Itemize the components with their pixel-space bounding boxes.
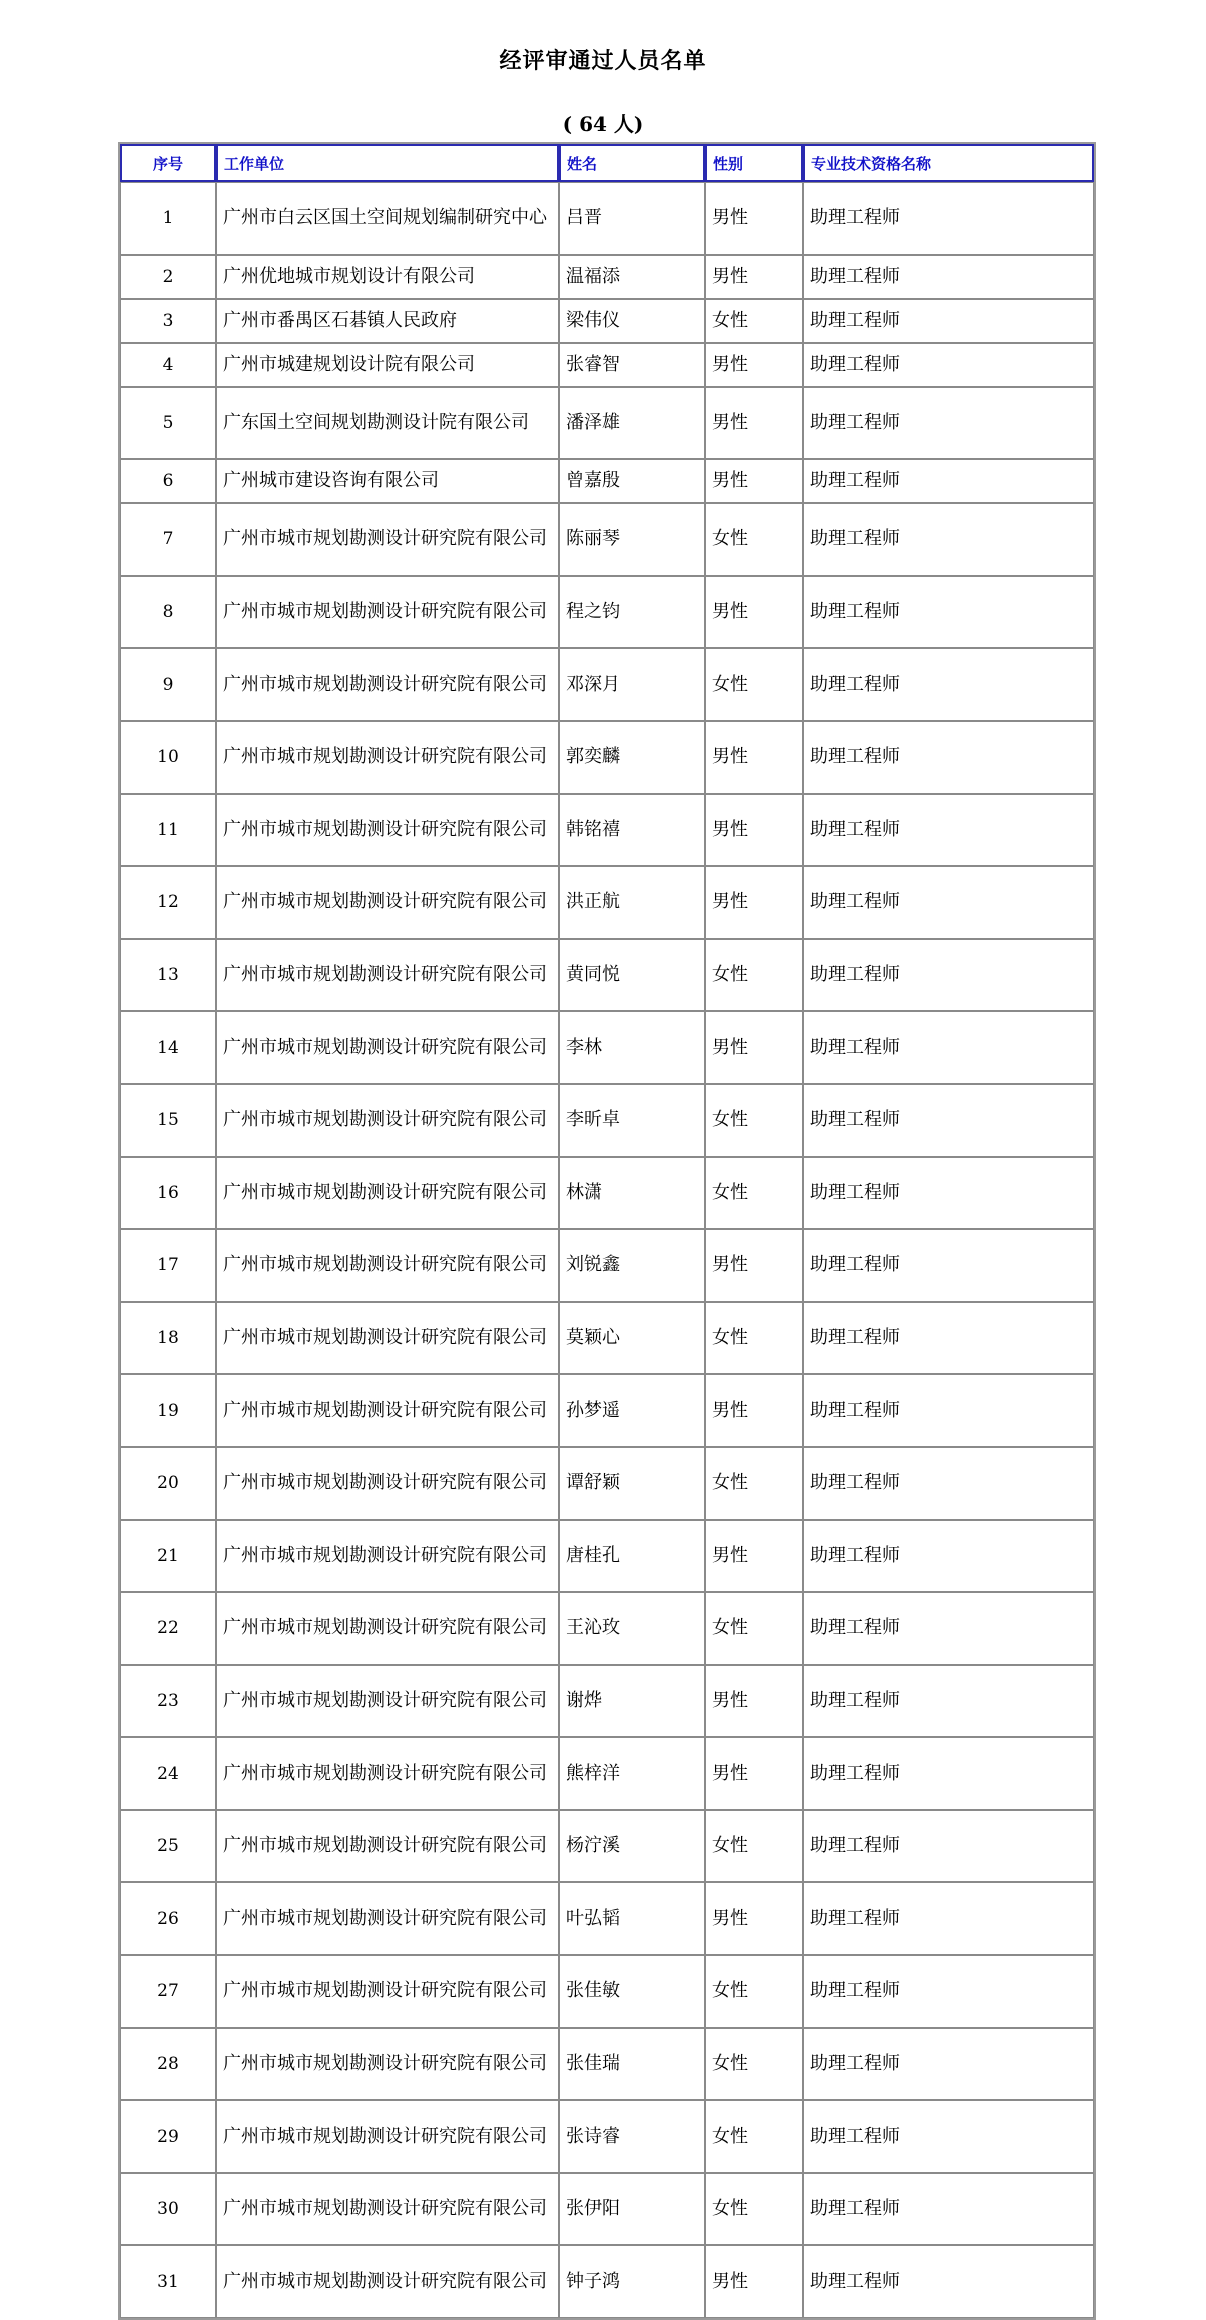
cell-unit: 广州市城市规划勘测设计研究院有限公司 bbox=[216, 2028, 559, 2101]
header-title: 专业技术资格名称 bbox=[803, 144, 1094, 182]
cell-title: 助理工程师 bbox=[803, 1737, 1094, 1810]
cell-no: 14 bbox=[120, 1011, 216, 1084]
cell-unit: 广州市城市规划勘测设计研究院有限公司 bbox=[216, 1229, 559, 1302]
table-row bbox=[120, 299, 1094, 343]
table-row bbox=[120, 2028, 1094, 2101]
cell-gender: 女性 bbox=[705, 1084, 803, 1157]
cell-name: 张佳瑞 bbox=[559, 2028, 705, 2101]
cell-title: 助理工程师 bbox=[803, 1011, 1094, 1084]
table-row bbox=[120, 1592, 1094, 1665]
cell-title: 助理工程师 bbox=[803, 1520, 1094, 1593]
table-row bbox=[120, 2245, 1094, 2318]
cell-gender: 男性 bbox=[705, 1011, 803, 1084]
cell-no: 4 bbox=[120, 343, 216, 387]
cell-gender: 女性 bbox=[705, 1302, 803, 1375]
cell-gender: 女性 bbox=[705, 2028, 803, 2101]
cell-name: 谭舒颖 bbox=[559, 1447, 705, 1520]
cell-title: 助理工程师 bbox=[803, 503, 1094, 576]
cell-unit: 广州市城市规划勘测设计研究院有限公司 bbox=[216, 576, 559, 649]
cell-unit: 广州市城市规划勘测设计研究院有限公司 bbox=[216, 1955, 559, 2028]
cell-gender: 女性 bbox=[705, 2173, 803, 2246]
table-body bbox=[120, 182, 1094, 2318]
header-unit: 工作单位 bbox=[216, 144, 559, 182]
cell-gender: 男性 bbox=[705, 182, 803, 255]
cell-name: 叶弘韬 bbox=[559, 1882, 705, 1955]
header-gender: 性别 bbox=[705, 144, 803, 182]
cell-name: 温福添 bbox=[559, 255, 705, 299]
cell-gender: 男性 bbox=[705, 576, 803, 649]
cell-gender: 女性 bbox=[705, 299, 803, 343]
cell-name: 谢烨 bbox=[559, 1665, 705, 1738]
header-no: 序号 bbox=[120, 144, 216, 182]
table-row bbox=[120, 1447, 1094, 1520]
cell-no: 12 bbox=[120, 866, 216, 939]
cell-no: 6 bbox=[120, 459, 216, 503]
cell-title: 助理工程师 bbox=[803, 2245, 1094, 2318]
table-row bbox=[120, 182, 1094, 255]
cell-title: 助理工程师 bbox=[803, 459, 1094, 503]
cell-gender: 女性 bbox=[705, 1157, 803, 1230]
cell-no: 8 bbox=[120, 576, 216, 649]
table-row bbox=[120, 1374, 1094, 1447]
cell-gender: 男性 bbox=[705, 387, 803, 460]
cell-unit: 广州市城市规划勘测设计研究院有限公司 bbox=[216, 1084, 559, 1157]
cell-unit: 广州市城市规划勘测设计研究院有限公司 bbox=[216, 2100, 559, 2173]
cell-name: 吕晋 bbox=[559, 182, 705, 255]
cell-no: 31 bbox=[120, 2245, 216, 2318]
cell-unit: 广州市城市规划勘测设计研究院有限公司 bbox=[216, 1374, 559, 1447]
roster-table bbox=[118, 142, 1096, 2320]
cell-no: 15 bbox=[120, 1084, 216, 1157]
cell-no: 17 bbox=[120, 1229, 216, 1302]
page-title: 经评审通过人员名单 bbox=[499, 49, 707, 74]
cell-no: 5 bbox=[120, 387, 216, 460]
cell-title: 助理工程师 bbox=[803, 2028, 1094, 2101]
cell-title: 助理工程师 bbox=[803, 1665, 1094, 1738]
cell-no: 29 bbox=[120, 2100, 216, 2173]
cell-unit: 广州市城市规划勘测设计研究院有限公司 bbox=[216, 1447, 559, 1520]
cell-title: 助理工程师 bbox=[803, 1374, 1094, 1447]
cell-name: 张佳敏 bbox=[559, 1955, 705, 2028]
cell-title: 助理工程师 bbox=[803, 387, 1094, 460]
cell-no: 26 bbox=[120, 1882, 216, 1955]
table-row bbox=[120, 503, 1094, 576]
cell-title: 助理工程师 bbox=[803, 343, 1094, 387]
cell-no: 7 bbox=[120, 503, 216, 576]
cell-no: 16 bbox=[120, 1157, 216, 1230]
cell-gender: 男性 bbox=[705, 1520, 803, 1593]
cell-no: 21 bbox=[120, 1520, 216, 1593]
cell-no: 2 bbox=[120, 255, 216, 299]
cell-unit: 广州城市建设咨询有限公司 bbox=[216, 459, 559, 503]
cell-unit: 广州市城市规划勘测设计研究院有限公司 bbox=[216, 1592, 559, 1665]
table-row bbox=[120, 2173, 1094, 2246]
cell-no: 13 bbox=[120, 939, 216, 1012]
cell-gender: 女性 bbox=[705, 1810, 803, 1883]
table-row bbox=[120, 1882, 1094, 1955]
cell-unit: 广州市城市规划勘测设计研究院有限公司 bbox=[216, 1157, 559, 1230]
table-row bbox=[120, 1229, 1094, 1302]
cell-name: 杨泞溪 bbox=[559, 1810, 705, 1883]
cell-gender: 男性 bbox=[705, 1229, 803, 1302]
cell-no: 20 bbox=[120, 1447, 216, 1520]
cell-unit: 广州市城市规划勘测设计研究院有限公司 bbox=[216, 794, 559, 867]
cell-title: 助理工程师 bbox=[803, 939, 1094, 1012]
cell-no: 24 bbox=[120, 1737, 216, 1810]
cell-title: 助理工程师 bbox=[803, 1955, 1094, 2028]
cell-no: 11 bbox=[120, 794, 216, 867]
cell-unit: 广州市城市规划勘测设计研究院有限公司 bbox=[216, 1302, 559, 1375]
table-header-row bbox=[120, 144, 1094, 182]
cell-unit: 广州市城市规划勘测设计研究院有限公司 bbox=[216, 866, 559, 939]
cell-name: 梁伟仪 bbox=[559, 299, 705, 343]
cell-name: 张诗睿 bbox=[559, 2100, 705, 2173]
table-row bbox=[120, 1955, 1094, 2028]
cell-name: 洪正航 bbox=[559, 866, 705, 939]
cell-gender: 女性 bbox=[705, 1592, 803, 1665]
table-row bbox=[120, 576, 1094, 649]
cell-gender: 女性 bbox=[705, 648, 803, 721]
cell-gender: 男性 bbox=[705, 794, 803, 867]
cell-title: 助理工程师 bbox=[803, 2173, 1094, 2246]
cell-gender: 女性 bbox=[705, 939, 803, 1012]
table-row bbox=[120, 2100, 1094, 2173]
cell-gender: 男性 bbox=[705, 459, 803, 503]
cell-title: 助理工程师 bbox=[803, 1447, 1094, 1520]
cell-gender: 男性 bbox=[705, 721, 803, 794]
cell-gender: 男性 bbox=[705, 343, 803, 387]
cell-no: 18 bbox=[120, 1302, 216, 1375]
cell-title: 助理工程师 bbox=[803, 576, 1094, 649]
cell-name: 孙梦遥 bbox=[559, 1374, 705, 1447]
cell-title: 助理工程师 bbox=[803, 1157, 1094, 1230]
cell-name: 李昕卓 bbox=[559, 1084, 705, 1157]
cell-title: 助理工程师 bbox=[803, 1810, 1094, 1883]
cell-name: 莫颖心 bbox=[559, 1302, 705, 1375]
cell-unit: 广州市城市规划勘测设计研究院有限公司 bbox=[216, 1665, 559, 1738]
cell-title: 助理工程师 bbox=[803, 1592, 1094, 1665]
cell-gender: 男性 bbox=[705, 1374, 803, 1447]
cell-name: 张睿智 bbox=[559, 343, 705, 387]
cell-title: 助理工程师 bbox=[803, 1229, 1094, 1302]
cell-unit: 广东国土空间规划勘测设计院有限公司 bbox=[216, 387, 559, 460]
cell-no: 3 bbox=[120, 299, 216, 343]
cell-name: 熊梓洋 bbox=[559, 1737, 705, 1810]
cell-gender: 女性 bbox=[705, 503, 803, 576]
cell-name: 李林 bbox=[559, 1011, 705, 1084]
cell-name: 林潇 bbox=[559, 1157, 705, 1230]
cell-unit: 广州市城建规划设计院有限公司 bbox=[216, 343, 559, 387]
cell-gender: 男性 bbox=[705, 1737, 803, 1810]
cell-name: 钟子鸿 bbox=[559, 2245, 705, 2318]
cell-unit: 广州市城市规划勘测设计研究院有限公司 bbox=[216, 2173, 559, 2246]
cell-title: 助理工程师 bbox=[803, 1084, 1094, 1157]
cell-name: 陈丽琴 bbox=[559, 503, 705, 576]
table-row bbox=[120, 866, 1094, 939]
page-count: ( 64 人) bbox=[562, 112, 644, 136]
cell-gender: 男性 bbox=[705, 866, 803, 939]
cell-name: 王沁玫 bbox=[559, 1592, 705, 1665]
cell-unit: 广州市城市规划勘测设计研究院有限公司 bbox=[216, 721, 559, 794]
cell-unit: 广州市城市规划勘测设计研究院有限公司 bbox=[216, 503, 559, 576]
cell-gender: 男性 bbox=[705, 255, 803, 299]
cell-no: 30 bbox=[120, 2173, 216, 2246]
table-row bbox=[120, 255, 1094, 299]
cell-name: 黄同悦 bbox=[559, 939, 705, 1012]
cell-no: 9 bbox=[120, 648, 216, 721]
cell-name: 刘锐鑫 bbox=[559, 1229, 705, 1302]
cell-name: 张伊阳 bbox=[559, 2173, 705, 2246]
cell-no: 27 bbox=[120, 1955, 216, 2028]
cell-no: 19 bbox=[120, 1374, 216, 1447]
table-row bbox=[120, 1084, 1094, 1157]
cell-name: 程之钧 bbox=[559, 576, 705, 649]
table-row bbox=[120, 939, 1094, 1012]
cell-unit: 广州市城市规划勘测设计研究院有限公司 bbox=[216, 1011, 559, 1084]
cell-unit: 广州市城市规划勘测设计研究院有限公司 bbox=[216, 1737, 559, 1810]
cell-no: 23 bbox=[120, 1665, 216, 1738]
cell-name: 唐桂孔 bbox=[559, 1520, 705, 1593]
cell-title: 助理工程师 bbox=[803, 648, 1094, 721]
table-row bbox=[120, 459, 1094, 503]
cell-unit: 广州市城市规划勘测设计研究院有限公司 bbox=[216, 1810, 559, 1883]
table-row bbox=[120, 1520, 1094, 1593]
table-row bbox=[120, 721, 1094, 794]
cell-no: 1 bbox=[120, 182, 216, 255]
cell-unit: 广州市城市规划勘测设计研究院有限公司 bbox=[216, 939, 559, 1012]
table-row bbox=[120, 648, 1094, 721]
table-row bbox=[120, 1737, 1094, 1810]
cell-title: 助理工程师 bbox=[803, 794, 1094, 867]
cell-no: 28 bbox=[120, 2028, 216, 2101]
cell-title: 助理工程师 bbox=[803, 299, 1094, 343]
cell-name: 邓深月 bbox=[559, 648, 705, 721]
cell-unit: 广州市白云区国土空间规划编制研究中心 bbox=[216, 182, 559, 255]
table-row bbox=[120, 1810, 1094, 1883]
cell-unit: 广州优地城市规划设计有限公司 bbox=[216, 255, 559, 299]
cell-name: 韩铭禧 bbox=[559, 794, 705, 867]
cell-gender: 女性 bbox=[705, 2100, 803, 2173]
cell-no: 10 bbox=[120, 721, 216, 794]
cell-title: 助理工程师 bbox=[803, 721, 1094, 794]
cell-gender: 男性 bbox=[705, 1882, 803, 1955]
table-row bbox=[120, 1011, 1094, 1084]
cell-gender: 男性 bbox=[705, 2245, 803, 2318]
cell-title: 助理工程师 bbox=[803, 255, 1094, 299]
cell-gender: 女性 bbox=[705, 1955, 803, 2028]
cell-unit: 广州市城市规划勘测设计研究院有限公司 bbox=[216, 1882, 559, 1955]
cell-unit: 广州市番禺区石碁镇人民政府 bbox=[216, 299, 559, 343]
cell-no: 22 bbox=[120, 1592, 216, 1665]
cell-title: 助理工程师 bbox=[803, 2100, 1094, 2173]
cell-unit: 广州市城市规划勘测设计研究院有限公司 bbox=[216, 648, 559, 721]
cell-no: 25 bbox=[120, 1810, 216, 1883]
cell-gender: 女性 bbox=[705, 1447, 803, 1520]
table-row bbox=[120, 387, 1094, 460]
table-row bbox=[120, 1665, 1094, 1738]
cell-name: 曾嘉殷 bbox=[559, 459, 705, 503]
cell-title: 助理工程师 bbox=[803, 182, 1094, 255]
cell-name: 郭奕麟 bbox=[559, 721, 705, 794]
table-row bbox=[120, 1157, 1094, 1230]
cell-name: 潘泽雄 bbox=[559, 387, 705, 460]
table-row bbox=[120, 794, 1094, 867]
table-row bbox=[120, 343, 1094, 387]
cell-unit: 广州市城市规划勘测设计研究院有限公司 bbox=[216, 2245, 559, 2318]
header-name: 姓名 bbox=[559, 144, 705, 182]
cell-title: 助理工程师 bbox=[803, 866, 1094, 939]
table-row bbox=[120, 1302, 1094, 1375]
cell-title: 助理工程师 bbox=[803, 1882, 1094, 1955]
cell-gender: 男性 bbox=[705, 1665, 803, 1738]
cell-unit: 广州市城市规划勘测设计研究院有限公司 bbox=[216, 1520, 559, 1593]
cell-title: 助理工程师 bbox=[803, 1302, 1094, 1375]
